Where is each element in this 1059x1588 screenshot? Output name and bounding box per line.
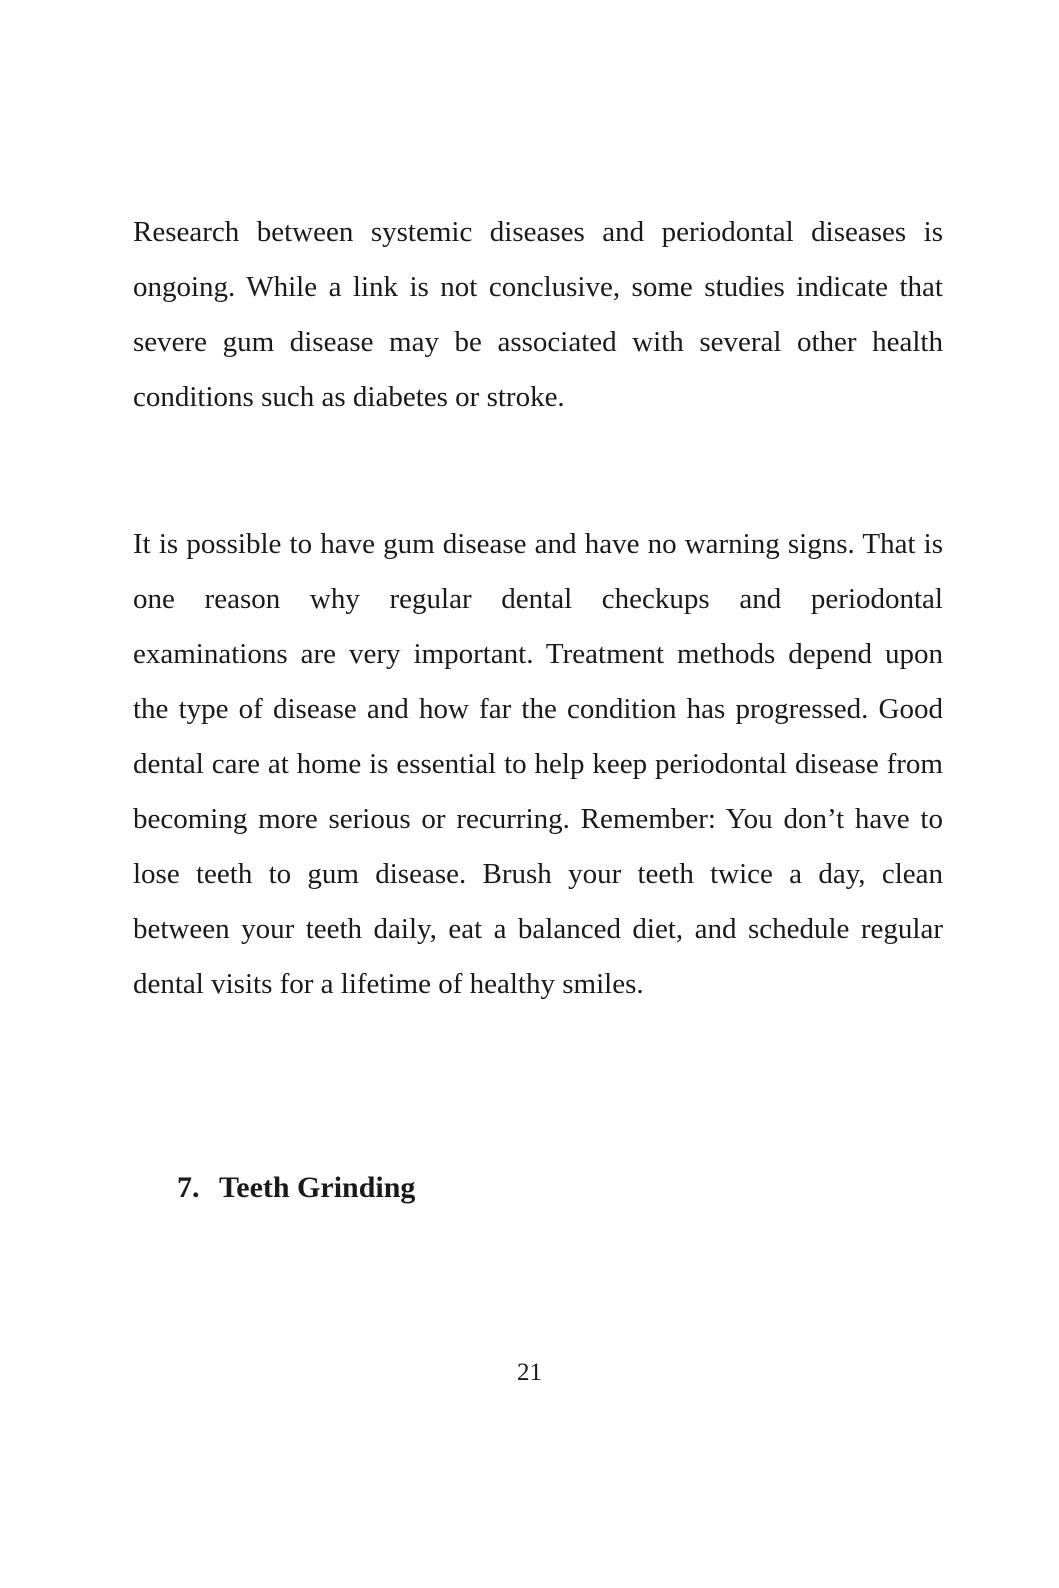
paragraph-gum-disease-care: It is possible to have gum disease and have no warning signs. That is one reason why regular dental checkups and periodontal examinations are very important. Treatment methods depend upon the type of disease and how far the condition has progressed. Good dental care at home is essential to help keep periodontal disease from becoming more serious or recurring. Remember: You don’t have to lose teeth to gum disease. Brush your teeth twice a day, clean between your teeth daily, eat a balanced diet, and schedule regular dental visits for a lifetime of healthy smiles. <box>133 528 943 1000</box>
page-number: 21 <box>517 1359 542 1386</box>
section-number: 7. <box>177 1171 200 1204</box>
section-title: Teeth Grinding <box>219 1171 416 1204</box>
section-heading <box>177 1162 415 1214</box>
paragraph-systemic-diseases: Research between systemic diseases and periodontal diseases is ongoing. While a link is not conclusive, some studies indicate that severe gum disease may be associated with several other health conditions such as diabetes or stroke. <box>133 216 943 413</box>
